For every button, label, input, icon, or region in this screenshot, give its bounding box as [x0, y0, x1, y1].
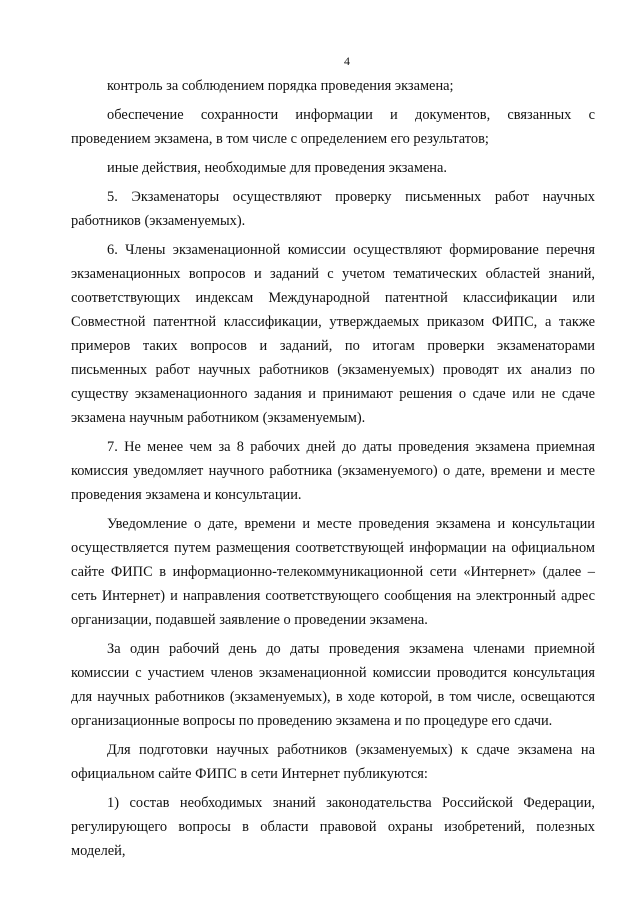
page-number: 4 [344, 54, 350, 68]
paragraph-list-item-1: 1) состав необходимых знаний законодательства Российской Федерации, регулирующего вопросы в области правовой охраны изобретений, полезных моделей, [71, 795, 595, 859]
paragraph-info-safety: обеспечение сохранности информации и документов, связанных с проведением экзамена, в том числе с определением его результатов; [71, 107, 595, 147]
paragraph-item-7: 7. Не менее чем за 8 рабочих дней до даты проведения экзамена приемная комиссия уведомляет научного работника (экзаменуемого) о дате, времени и месте проведения экзамена и консультации. [71, 439, 595, 503]
paragraph-preparation: Для подготовки научных работников (экзаменуемых) к сдаче экзамена на официальном сайте ФИПС в сети Интернет публикуются: [71, 742, 595, 782]
paragraph-other-actions: иные действия, необходимые для проведения экзамена. [107, 160, 447, 176]
paragraph-exam-control: контроль за соблюдением порядка проведения экзамена; [107, 78, 454, 94]
paragraph-notification: Уведомление о дате, времени и месте проведения экзамена и консультации осуществляется путем размещения соответствующей информации на официальном сайте ФИПС в информационно-телекоммуникационной сети «Интернет» (далее – сеть Интернет) и направления соответствующего сообщения на электронный адрес организации, подавшей заявление о проведении экзамена. [71, 516, 595, 628]
paragraph-item-6: 6. Члены экзаменационной комиссии осуществляют формирование перечня экзаменационных вопросов и заданий с учетом тематических областей знаний, соответствующих индексам Международной патентной классификации или Совместной патентной классификации, утверждаемых приказом ФИПС, а также примеров таких вопросов и заданий, по итогам проверки экзаменаторами письменных работ научных работников (экзаменуемых) проводят их анализ по существу экзаменационного задания и принимают решения о сдаче или не сдаче экзамена научным работником (экзаменуемым). [71, 242, 595, 426]
paragraph-item-5: 5. Экзаменаторы осуществляют проверку письменных работ научных работников (экзаменуемых). [71, 189, 595, 229]
document-body [71, 74, 595, 863]
paragraph-consultation: За один рабочий день до даты проведения экзамена членами приемной комиссии с участием членов экзаменационной комиссии проводится консультация для научных работников (экзаменуемых), в ходе которой, в том числе, освещаются организационные вопросы по проведению экзамена и по процедуре его сдачи. [71, 641, 595, 729]
